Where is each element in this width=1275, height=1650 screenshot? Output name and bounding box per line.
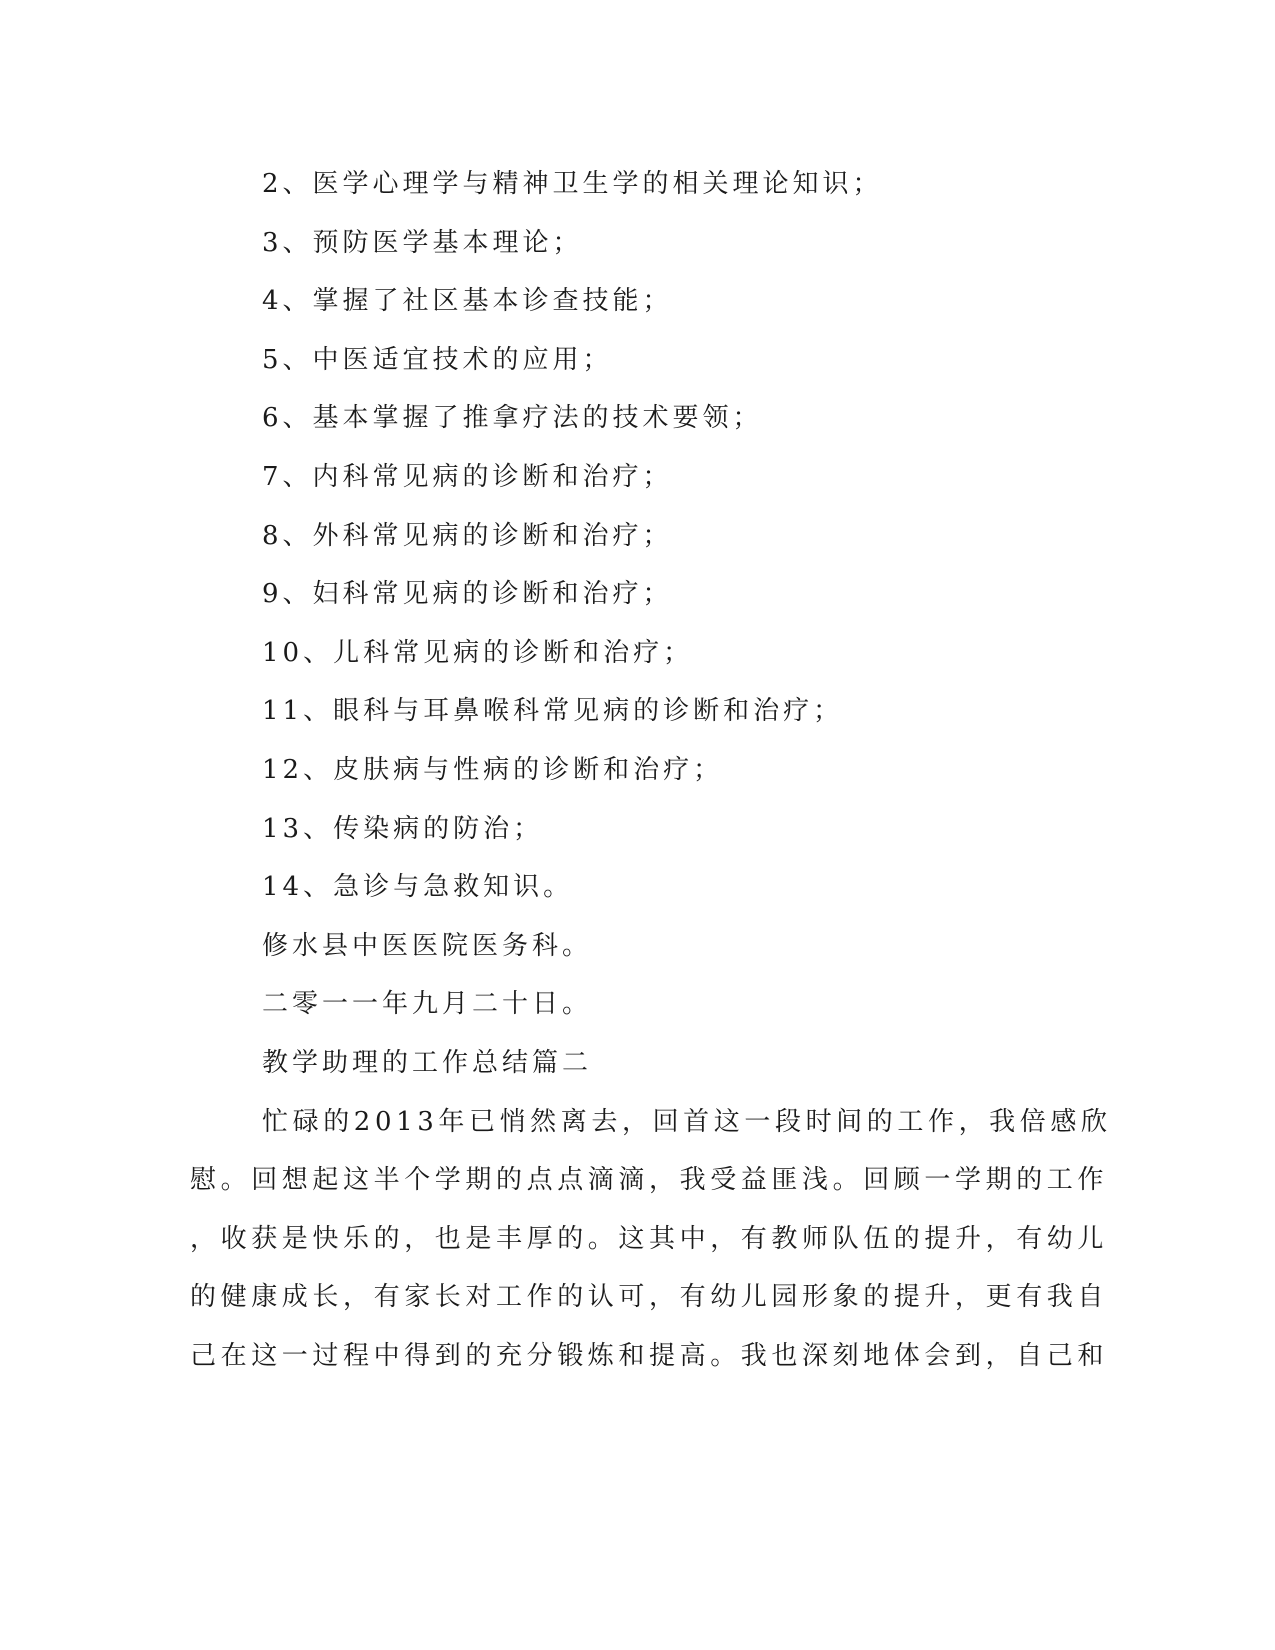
list-item: 11、眼科与耳鼻喉科常见病的诊断和治疗；	[262, 696, 844, 726]
list-item: 3、预防医学基本理论；	[262, 228, 583, 258]
list-item: 7、内科常见病的诊断和治疗；	[262, 462, 673, 492]
signature-date: 二零一一年九月二十日。	[262, 989, 593, 1019]
list-item: 5、中医适宜技术的应用；	[262, 345, 613, 375]
list-item: 10、儿科常见病的诊断和治疗；	[262, 638, 694, 668]
list-item: 4、掌握了社区基本诊查技能；	[262, 286, 673, 316]
paragraph-line: 的健康成长，有家长对工作的认可，有幼儿园形象的提升，更有我自	[190, 1282, 1109, 1312]
list-item: 9、妇科常见病的诊断和治疗；	[262, 579, 673, 609]
list-item: 2、医学心理学与精神卫生学的相关理论知识；	[262, 169, 883, 199]
list-item: 12、皮肤病与性病的诊断和治疗；	[262, 755, 724, 785]
list-item: 13、传染病的防治；	[262, 814, 544, 844]
signature-org: 修水县中医医院医务科。	[262, 931, 593, 961]
paragraph-line: 己在这一过程中得到的充分锻炼和提高。我也深刻地体会到，自己和	[190, 1341, 1109, 1371]
list-item: 8、外科常见病的诊断和治疗；	[262, 521, 673, 551]
paragraph-line: 慰。回想起这半个学期的点点滴滴，我受益匪浅。回顾一学期的工作	[190, 1165, 1109, 1195]
paragraph-line: ，收获是快乐的，也是丰厚的。这其中，有教师队伍的提升，有幼儿	[190, 1224, 1109, 1254]
list-item: 6、基本掌握了推拿疗法的技术要领；	[262, 403, 763, 433]
section-title: 教学助理的工作总结篇二	[262, 1048, 593, 1078]
list-item: 14、急诊与急救知识。	[262, 872, 574, 902]
paragraph-line: 忙碌的2013年已悄然离去，回首这一段时间的工作，我倍感欣	[262, 1107, 1112, 1137]
